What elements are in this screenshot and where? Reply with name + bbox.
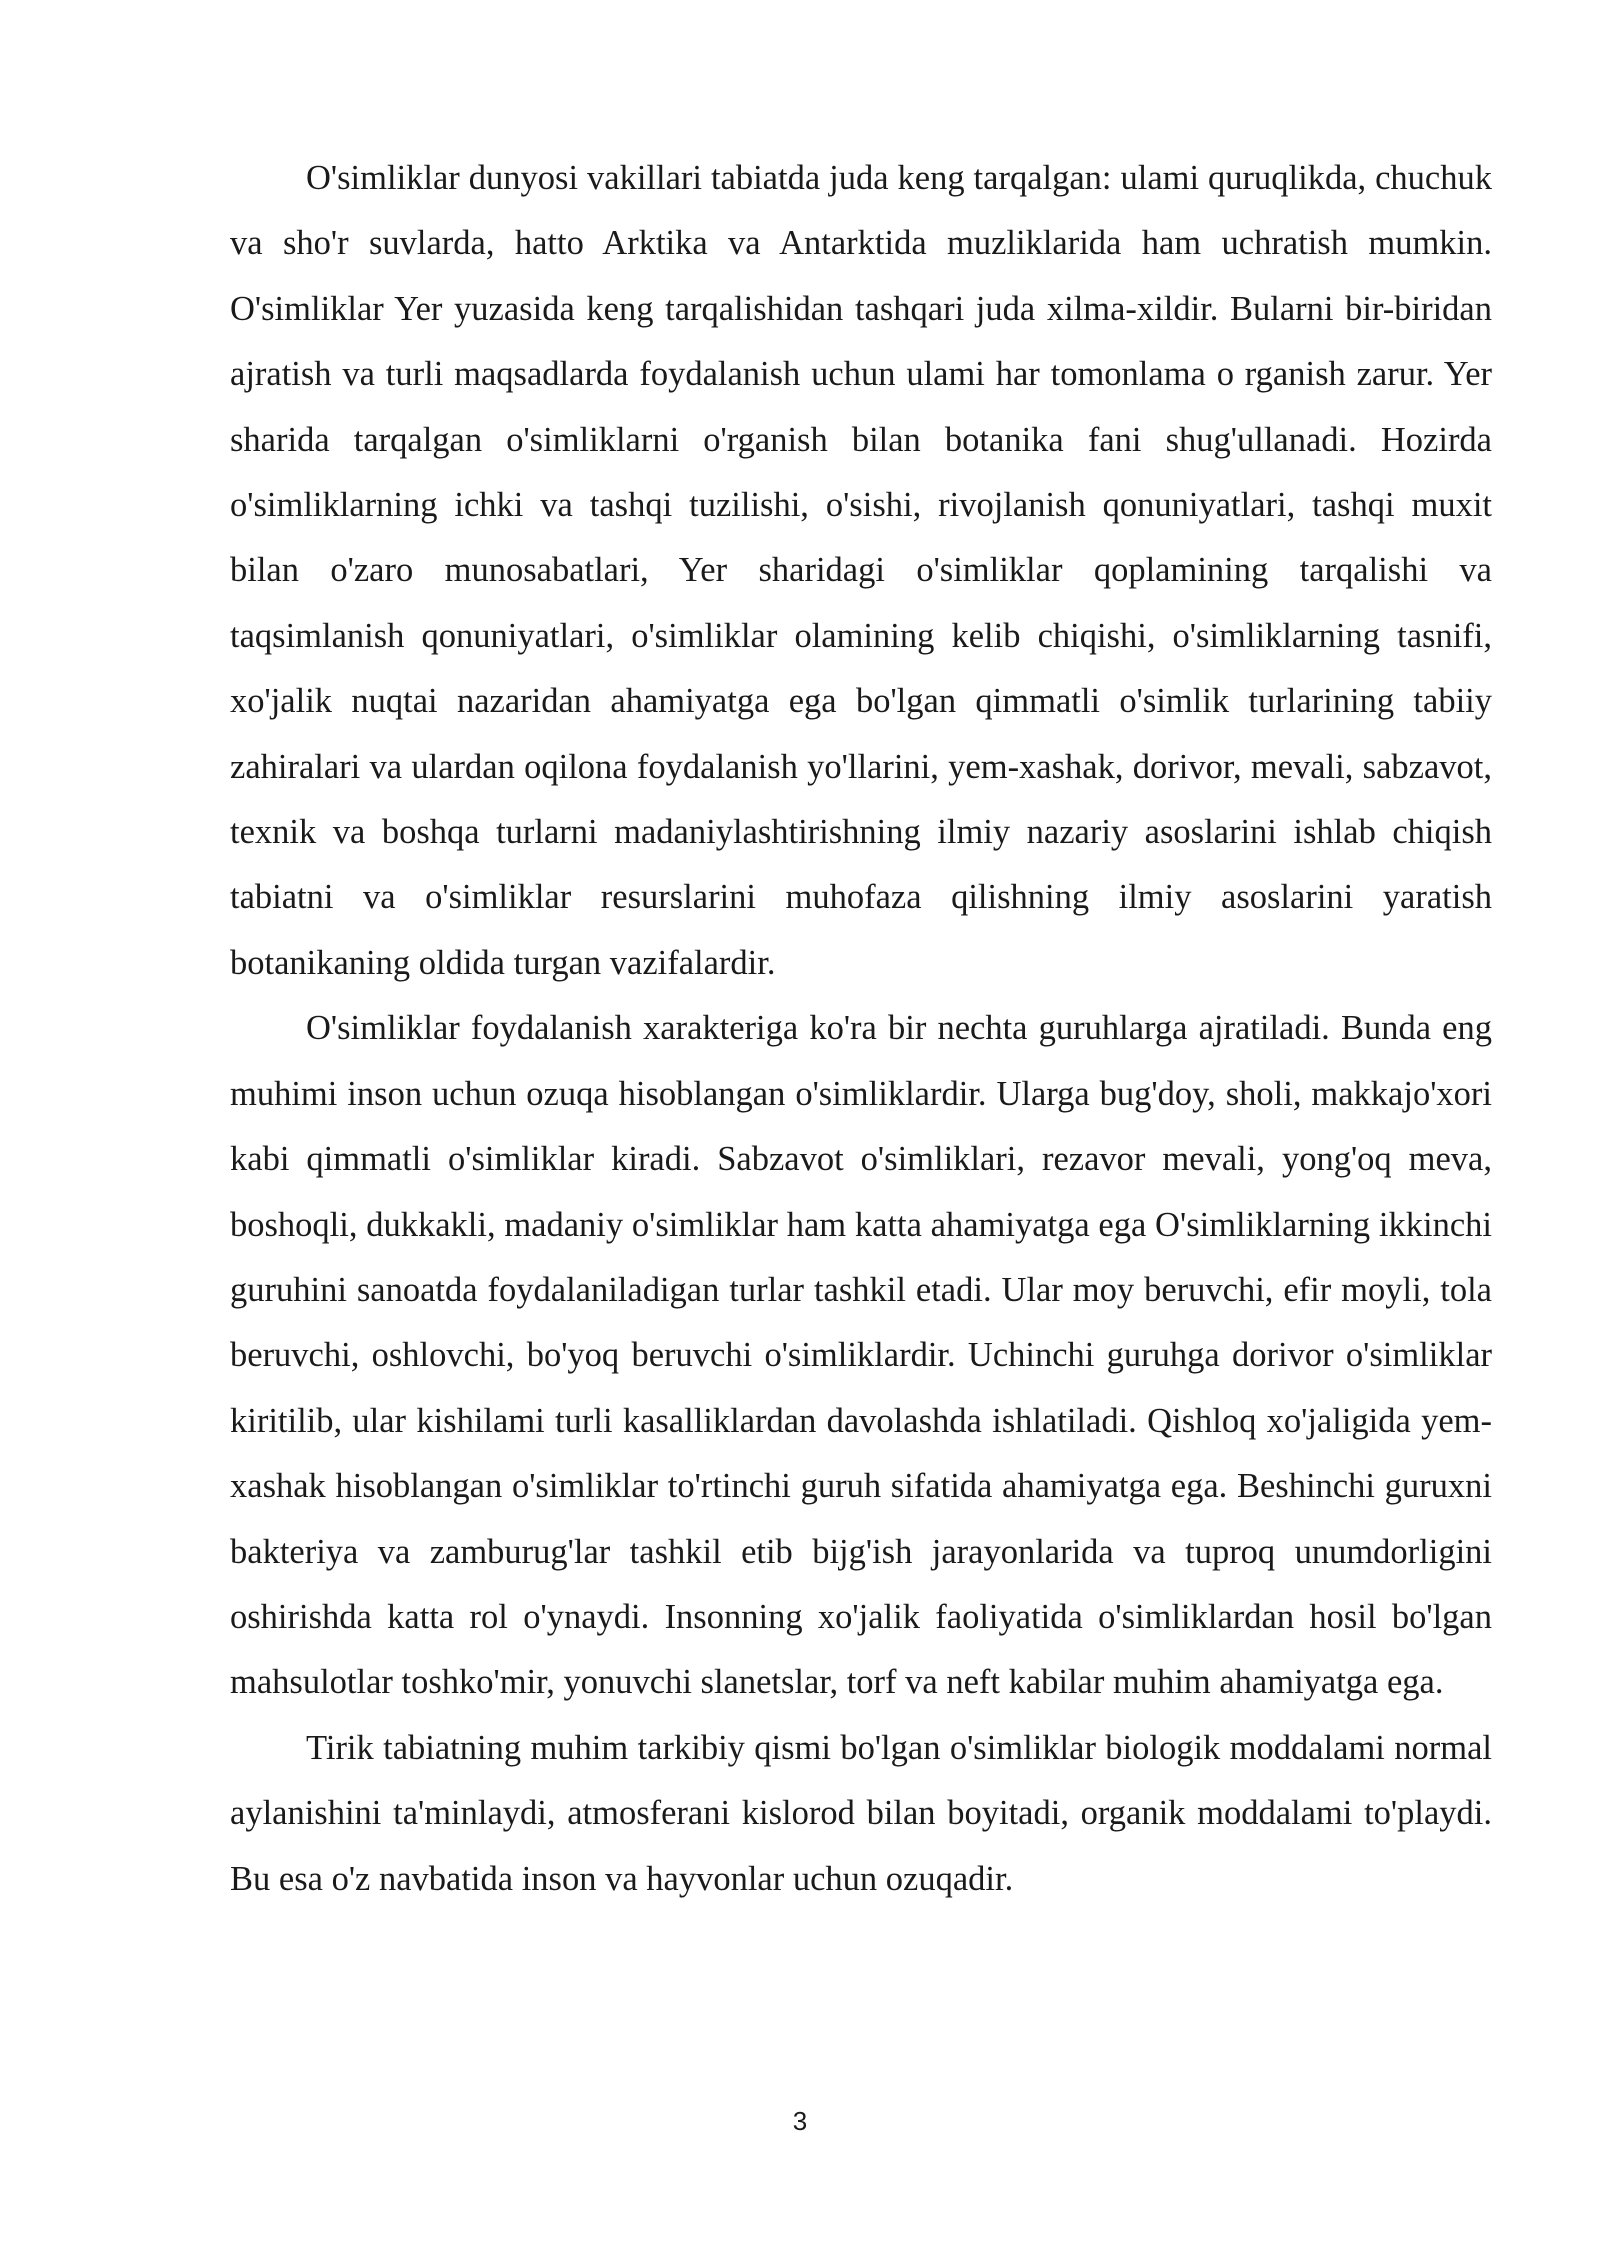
- body-text: [230, 146, 1492, 1912]
- paragraph-2: O'simliklar foydalanish xarakteriga ko'ra bir nechta guruhlarga ajratiladi. Bunda eng muhimi inson uchun ozuqa hisoblangan o'simliklardir. Ularga bug'doy, sholi, makkajo'xori kabi qimmatli o'simliklar kiradi. Sabzavot o'simliklari, rezavor mevali, yong'oq meva, boshoqli, dukkakli, madaniy o'simliklar ham katta ahamiyatga ega O'simliklarning ikkinchi guruhini sanoatda foydalaniladigan turlar tashkil etadi. Ular moy beruvchi, efir moyli, tola beruvchi, oshlovchi, bo'yoq beruvchi o'simliklardir. Uchinchi guruhga dorivor o'simliklar kiritilib, ular kishilami turli kasalliklardan davolashda ishlatiladi. Qishloq xo'jaligida yem-xashak hisoblangan o'simliklar to'rtinchi guruh sifatida ahamiyatga ega. Beshinchi guruxni bakteriya va zamburug'lar tashkil etib bijg'ish jarayonlarida va tuproq unumdorligini oshirishda katta rol o'ynaydi. Insonning xo'jalik faoliyatida o'simliklardan hosil bo'lgan mahsulotlar toshko'mir, yonuvchi slanetslar, torf va neft kabilar muhim ahamiyatga ega.: [230, 1009, 1492, 1702]
- paragraph-3: Tirik tabiatning muhim tarkibiy qismi bo'lgan o'simliklar biologik moddalami normal aylanishini ta'minlaydi, atmosferani kislorod bilan boyitadi, organik moddalami to'playdi. Bu esa o'z navbatida inson va hayvonlar uchun ozuqadir.: [230, 1728, 1492, 1898]
- page-number: 3: [792, 2106, 808, 2136]
- paragraph-1: O'simliklar dunyosi vakillari tabiatda juda keng tarqalgan: ulami quruqlikda, chuchuk va sho'r suvlarda, hatto Arktika va Antarktida muzliklarida ham uchratish mumkin. O'simliklar Yer yuzasida keng tarqalishidan tashqari juda xilma-xildir. Bularni bir-biridan ajratish va turli maqsadlarda foydalanish uchun ulami har tomonlama o rganish zarur. Yer sharida tarqalgan o'simliklarni o'rganish bilan botanika fani shug'ullanadi. Hozirda o'simliklarning ichki va tashqi tuzilishi, o'sishi, rivojlanish qonuniyatlari, tashqi muxit bilan o'zaro munosabatlari, Yer sharidagi o'simliklar qoplamining tarqalishi va taqsimlanish qonuniyatlari, o'simliklar olamining kelib chiqishi, o'simliklarning tasnifi, xo'jalik nuqtai nazaridan ahamiyatga ega bo'lgan qimmatli o'simlik turlarining tabiiy zahiralari va ulardan oqilona foydalanish yo'llarini, yem-xashak, dorivor, mevali, sabzavot, texnik va boshqa turlarni madaniylashtirishning ilmiy nazariy asoslarini ishlab chiqish tabiatni va o'simliklar resurslarini muhofaza qilishning ilmiy asoslarini yaratish botanikaning oldida turgan vazifalardir.: [230, 159, 1492, 982]
